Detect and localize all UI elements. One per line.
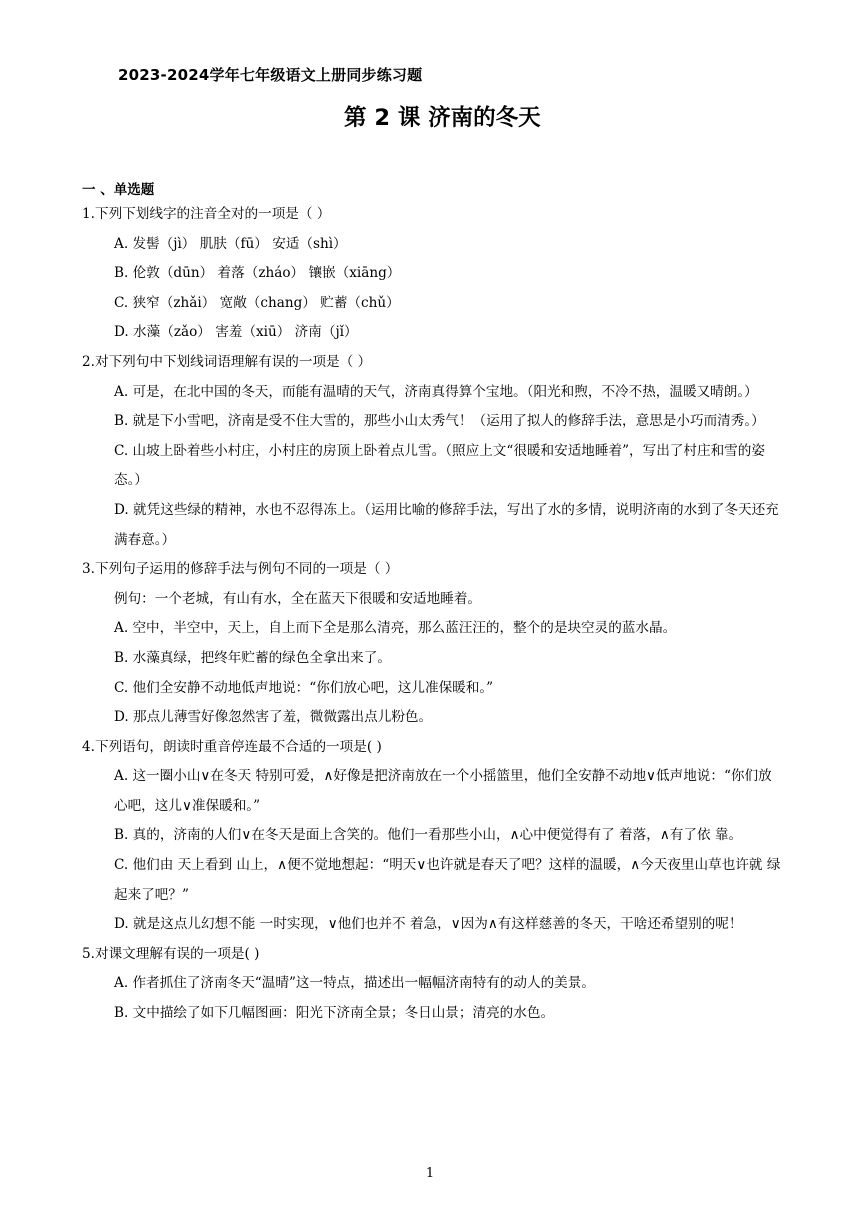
answer-option: D. 水藻（zǎo） 害羞（xiū） 济南（jǐ） [114,324,358,341]
question-stem: 2.对下列句中下划线词语理解有误的一项是（ ） [82,353,372,370]
answer-option: A. 这一圈小山∨在冬天 特别可爱，∧好像是把济南放在一个小摇篮里，他们全安静不动地∨低声地说：“你们放心吧，这儿∨准保暖和。” [114,768,772,814]
question-list [82,200,782,1029]
answer-option: B. 伦敦（dūn） 着落（zháo） 镶嵌（xiāng） [114,265,401,282]
section-heading: 一 、单选题 [82,182,155,198]
page-number: 1 [425,1166,435,1181]
question-stem: 5.对课文理解有误的一项是( ) [82,945,260,962]
answer-option: B. 就是下小雪吧，济南是受不住大雪的，那些小山太秀气！（运用了拟人的修辞手法，意思是小巧而清秀。） [114,413,765,430]
lesson-title: 第 2 课 济南的冬天 [344,105,541,131]
answer-option: C. 山坡上卧着些小村庄，小村庄的房顶上卧着点儿雪。（照应上文“很暖和安适地睡着”，写出了村庄和雪的姿态。） [114,442,765,489]
answer-option: A. 可是，在北中国的冬天，而能有温晴的天气，济南真得算个宝地。（阳光和煦，不冷不热，温暖又晴朗。） [114,383,758,400]
answer-option: D. 就凭这些绿的精神，水也不忍得冻上。（运用比喻的修辞手法，写出了水的多情，说明济南的水到了冬天还充满春意。） [114,501,779,548]
answer-option: C. 狭窄（zhǎi） 宽敞（chang） 贮蓄（chǔ） [114,294,400,311]
answer-option: C. 他们全安静不动地低声地说：“你们放心吧，这儿准保暖和。” [114,679,494,696]
answer-option: A. 作者抓住了济南冬天“温晴”这一特点，描述出一幅幅济南特有的动人的美景。 [114,975,595,992]
answer-option: A. 发髻（jì） 肌肤（fū） 安适（shì） [114,235,347,252]
answer-option: 例句：一个老城，有山有水，全在蓝天下很暖和安适地睡着。 [114,590,482,607]
exercise-series-title: 2023-2024学年七年级语文上册同步练习题 [118,66,423,84]
question-stem: 4.下列语句，朗读时重音停连最不合适的一项是( ) [82,738,382,755]
answer-option: C. 他们由 天上看到 山上，∧便不觉地想起：“明天∨也许就是春天了吧？这样的温暖，∧今天夜里山草也许就 绿起来了吧？” [114,857,781,903]
answer-option: D. 就是这点儿幻想不能 一时实现，∨他们也并不 着急，∨因为∧有这样慈善的冬天，干啥还希望别的呢！ [114,916,743,933]
answer-option: B. 真的，济南的人们∨在冬天是面上含笑的。他们一看那些小山，∧心中便觉得有了 着落，∧有了依 靠。 [114,827,743,844]
question-stem: 1.下列下划线字的注音全对的一项是（ ） [82,206,331,222]
answer-option: D. 那点儿薄雪好像忽然害了羞，微微露出点儿粉色。 [114,709,433,726]
answer-option: A. 空中，半空中，天上，自上而下全是那么清亮，那么蓝汪汪的，整个的是块空灵的蓝水晶。 [114,620,677,637]
question-stem: 3.下列句子运用的修辞手法与例句不同的一项是（ ） [82,561,399,578]
answer-option: B. 水藻真绿，把终年贮蓄的绿色全拿出来了。 [114,649,391,666]
answer-option: B. 文中描绘了如下几幅图画：阳光下济南全景；冬日山景；清亮的水色。 [114,1005,555,1022]
